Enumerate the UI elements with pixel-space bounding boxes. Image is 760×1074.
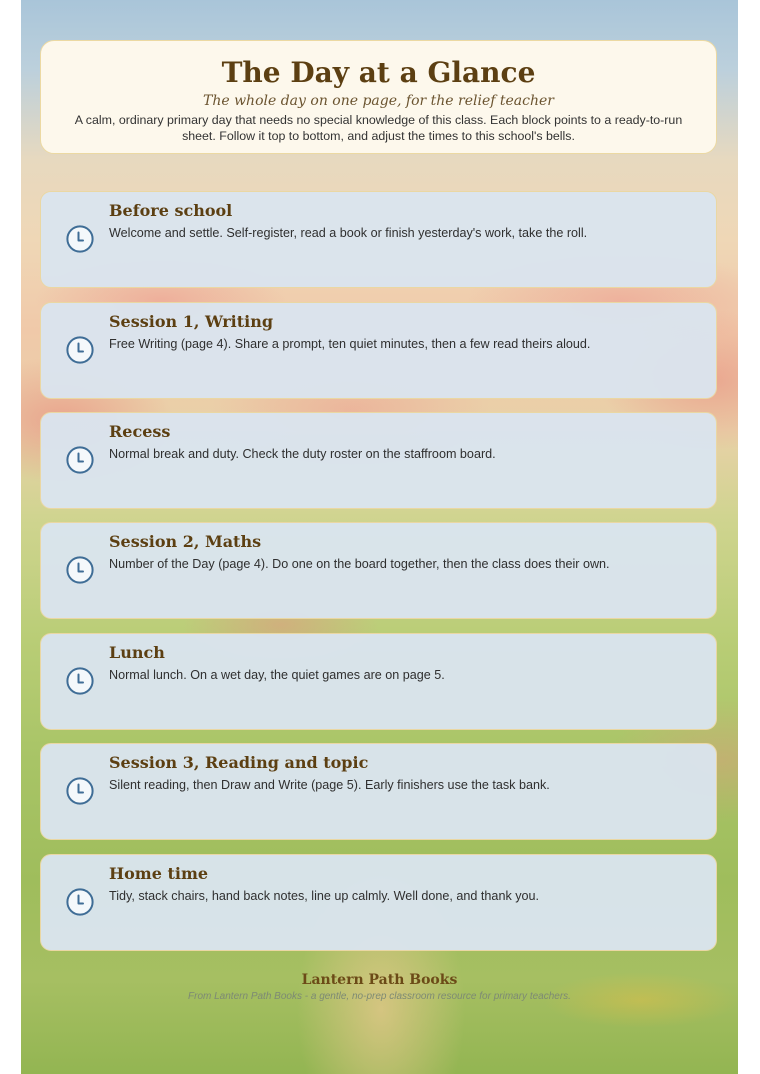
block-title: Recess — [109, 422, 171, 441]
footer-tagline: From Lantern Path Books - a gentle, no-prep classroom resource for primary teachers. — [188, 991, 571, 1002]
block-description: Free Writing (page 4). Share a prompt, ten quiet minutes, then a few read theirs aloud. — [109, 337, 591, 351]
page — [21, 0, 738, 1074]
block-title: Session 2, Maths — [109, 532, 262, 551]
clock-icon — [66, 888, 94, 916]
schedule-block-home-time — [40, 854, 717, 951]
block-title: Lunch — [109, 643, 165, 662]
block-title: Session 1, Writing — [109, 312, 274, 331]
page-subtitle: The whole day on one page, for the relief teacher — [202, 93, 554, 109]
schedule-block-before-school — [40, 191, 717, 288]
page-title: The Day at a Glance — [221, 56, 536, 89]
block-description: Number of the Day (page 4). Do one on the board together, then the class does their own. — [109, 557, 610, 571]
clock-icon — [66, 336, 94, 364]
block-title: Before school — [109, 201, 233, 220]
clock-icon — [66, 777, 94, 805]
block-description: Normal lunch. On a wet day, the quiet games are on page 5. — [109, 668, 445, 682]
block-description: Tidy, stack chairs, hand back notes, line up calmly. Well done, and thank you. — [109, 889, 540, 903]
schedule-block-session-2-maths — [40, 522, 717, 619]
clock-icon — [66, 667, 94, 695]
header-card — [40, 40, 717, 154]
block-title: Session 3, Reading and topic — [109, 753, 369, 772]
block-description: Welcome and settle. Self-register, read a book or finish yesterday's work, take the roll. — [109, 226, 588, 240]
block-description: Normal break and duty. Check the duty roster on the staffroom board. — [109, 447, 496, 461]
publisher-name: Lantern Path Books — [301, 972, 458, 988]
clock-icon — [66, 446, 94, 474]
clock-icon — [66, 225, 94, 253]
schedule-block-session-1-writing — [40, 302, 717, 399]
schedule-block-lunch — [40, 633, 717, 730]
footer — [21, 970, 738, 1003]
schedule-block-session-3-reading — [40, 743, 717, 840]
intro-text: A calm, ordinary primary day that needs no special knowledge of this class. Each block points to a ready-to-run sheet. Follow it top to bottom, and adjust the times to this school's bells. — [74, 113, 683, 143]
clock-icon — [66, 556, 94, 584]
block-description: Silent reading, then Draw and Write (page 5). Early finishers use the task bank. — [109, 778, 550, 792]
block-title: Home time — [109, 864, 209, 883]
schedule-block-recess — [40, 412, 717, 509]
